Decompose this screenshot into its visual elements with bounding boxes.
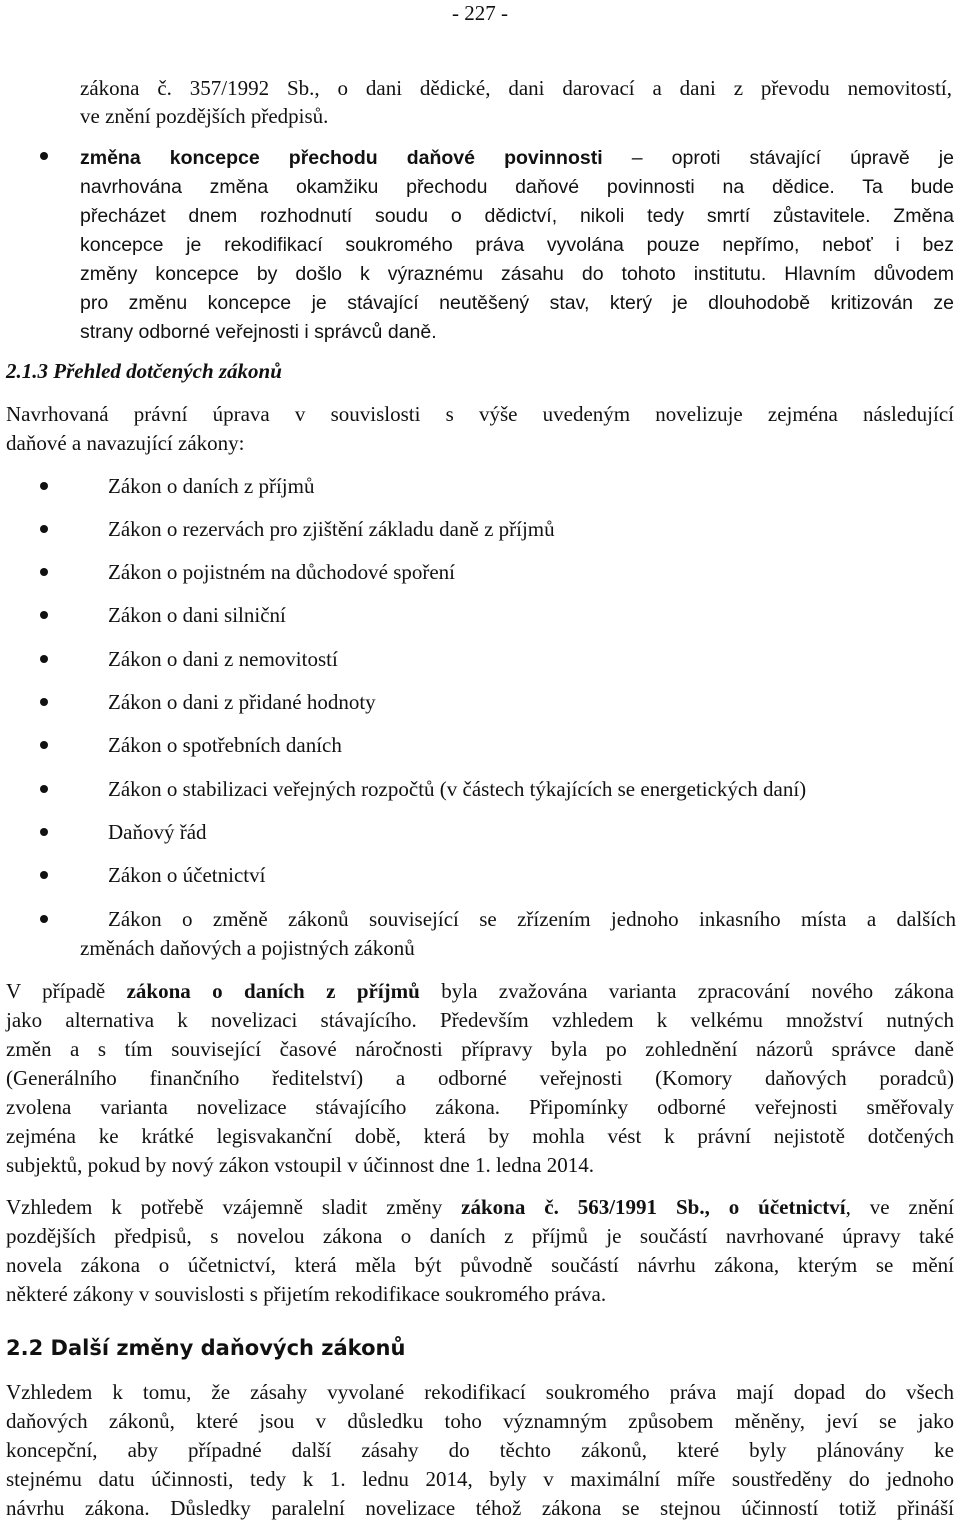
paragraph-line: daňové a navazující zákony: [6, 431, 245, 455]
text-span: , ve znění [845, 1195, 955, 1219]
section-heading: 2.1.3 Přehled dotčených zákonů [6, 359, 282, 383]
paragraph-line: Navrhovaná právní úprava v souvislosti s výše uvedeným novelizuje zejména následující [6, 402, 954, 426]
paragraph-line: zvolena varianta novelizace stávajícího zákona. Připomínky odborné veřejnosti směřovaly [6, 1095, 954, 1119]
paragraph-line [6, 977, 954, 1005]
page-number: - 227 - [452, 1, 508, 25]
bullet-icon [40, 525, 48, 533]
paragraph-line: návrhu zákona. Důsledky paralelní novelizace téhož zákona se stejnou účinností totiž přináší [6, 1496, 954, 1520]
bold-text: zákona č. 563/1991 Sb. [461, 1195, 705, 1219]
bullet-icon [40, 611, 48, 619]
paragraph-line: změny koncepce by došlo k výraznému zásahu do tohoto institutu. Hlavním důvodem [80, 263, 954, 285]
list-item: Zákon o změně zákonů související se zřízením jednoho inkasního místa a dalších [108, 907, 956, 931]
bold-text: účetnictví [758, 1195, 846, 1219]
paragraph-line: pro změnu koncepce je stávající neutěšený stav, který je dlouhodobě kritizován ze [80, 292, 954, 314]
paragraph-line: novela zákona o účetnictví, která měla být původně součástí návrhu zákona, kterým se mění [6, 1253, 954, 1277]
list-item: Zákon o účetnictví [108, 863, 266, 887]
bullet-icon [40, 698, 48, 706]
paragraph-line: navrhována změna okamžiku přechodu daňové povinnosti na dědice. Ta bude [80, 176, 954, 198]
intro-line: ve znění pozdějších předpisů. [80, 104, 329, 128]
paragraph-line: subjektů, pokud by nový zákon vstoupil v účinnost dne 1. ledna 2014. [6, 1153, 594, 1177]
paragraph-line [80, 144, 954, 172]
list-item: Zákon o dani silniční [108, 603, 286, 627]
paragraph-line: (Generálního finančního ředitelství) a odborné veřejnosti (Komory daňových poradců) [6, 1066, 954, 1090]
list-item: Zákon o dani z přidané hodnoty [108, 690, 376, 714]
paragraph-line: změn a s tím související časové náročnosti přípravy byla po zohlednění názorů správce daně [6, 1037, 954, 1061]
list-item: Zákon o dani z nemovitostí [108, 647, 338, 671]
paragraph-line: pozdějších předpisů, s novelou zákona o daních z příjmů je součástí navrhované úpravy také [6, 1224, 954, 1248]
list-item: Daňový řád [108, 820, 207, 844]
paragraph-line: přecházet dnem rozhodnutí soudu o dědictví, nikoli tedy smrtí zůstavitele. Změna [80, 205, 954, 227]
list-item: Zákon o rezervách pro zjištění základu daně z příjmů [108, 517, 555, 541]
bold-text: zákona o daních z příjmů [126, 979, 420, 1003]
bullet-icon [40, 568, 48, 576]
paragraph-line: Vzhledem k tomu, že zásahy vyvolané rekodifikací soukromého práva mají dopad do všech [6, 1380, 954, 1404]
intro-line: zákona č. 357/1992 Sb., o dani dědické, dani darovací a dani z převodu nemovitostí, [80, 76, 952, 100]
paragraph-line: daňových zákonů, které jsou v důsledku toho významným způsobem měněny, jeví se jako [6, 1409, 954, 1433]
bullet-icon [40, 871, 48, 879]
list-item: Zákon o stabilizaci veřejných rozpočtů (v částech týkajících se energetických daní) [108, 777, 807, 801]
text-span: byla zvažována varianta zpracování nového zákona [419, 979, 954, 1003]
bullet-icon [40, 741, 48, 749]
paragraph-line: stejnému datu účinnosti, tedy k 1. lednu 2014, byly v maximální míře soustředěny do jednoho [6, 1467, 954, 1491]
paragraph-line: jako alternativa k novelizaci stávajícího. Především vzhledem k velkému množství nutných [6, 1008, 954, 1032]
bullet-icon [40, 915, 48, 923]
text-span: – oproti stávající úpravě je [602, 147, 954, 169]
paragraph-line: zejména ke krátké legisvakanční době, která by mohla vést k právní nejistotě dotčených [6, 1124, 954, 1148]
bold-text: , o [704, 1195, 759, 1219]
paragraph-line: některé zákony v souvislosti s přijetím rekodifikace soukromého práva. [6, 1282, 607, 1306]
section-heading: 2.2 Další změny daňových zákonů [6, 1336, 406, 1360]
paragraph-line: strany odborné veřejnosti i správců daně. [80, 321, 437, 343]
bullet-icon [40, 785, 48, 793]
list-item: Zákon o daních z příjmů [108, 474, 315, 498]
text-span: Vzhledem k potřebě vzájemně sladit změny [6, 1195, 462, 1219]
paragraph-line [6, 1193, 954, 1221]
list-item-continuation: změnách daňových a pojistných zákonů [80, 936, 415, 960]
text-span: V případě [6, 979, 127, 1003]
bullet-icon [40, 482, 48, 490]
bullet-icon [40, 655, 48, 663]
bullet-icon [40, 828, 48, 836]
paragraph-line: koncepce je rekodifikací soukromého práva vyvolána pouze nepřímo, neboť i bez [80, 234, 954, 256]
list-item: Zákon o spotřebních daních [108, 733, 342, 757]
paragraph-line: koncepční, aby případné další zásahy do těchto zákonů, které byly plánovány ke [6, 1438, 954, 1462]
list-item: Zákon o pojistném na důchodové spoření [108, 560, 456, 584]
bold-text: změna koncepce přechodu daňové povinnosti [80, 147, 603, 169]
bullet-icon [40, 152, 48, 160]
